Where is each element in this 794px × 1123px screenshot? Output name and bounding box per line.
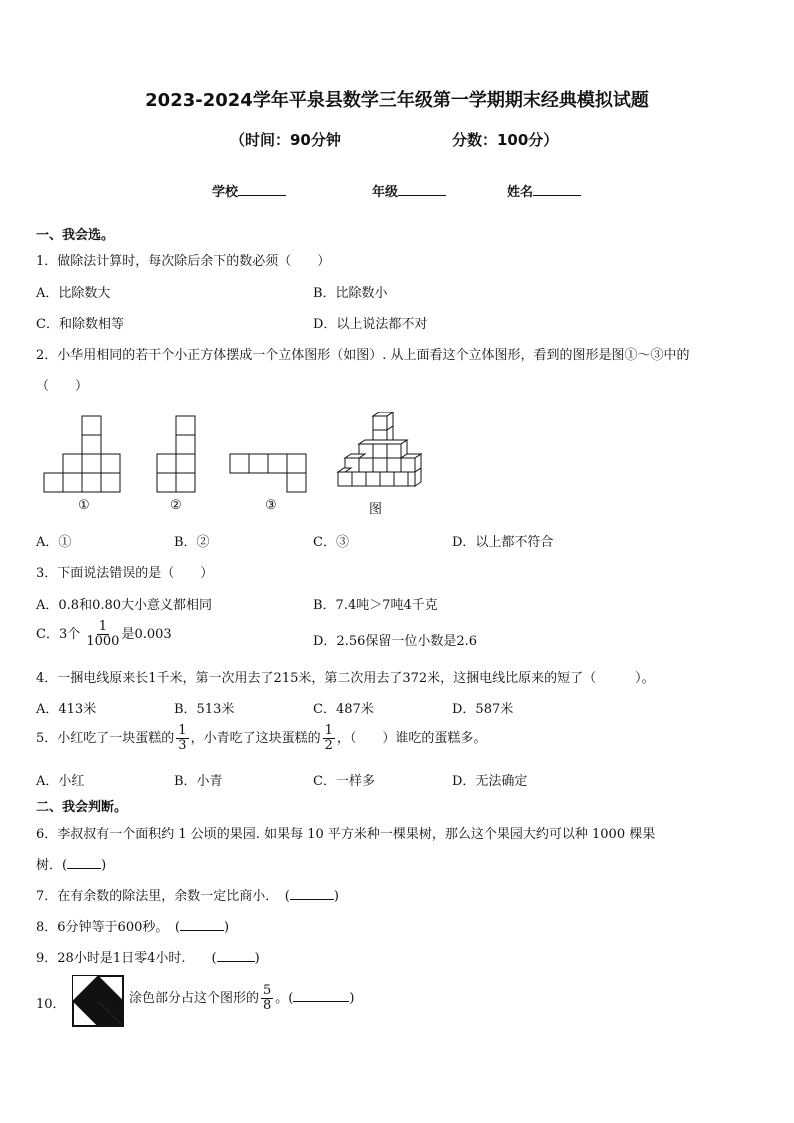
question-1: 1．做除法计算时，每次除后余下的数必须（ ） bbox=[36, 254, 331, 269]
q5-option-a[interactable]: A．小红 bbox=[36, 774, 85, 789]
q4-option-a[interactable]: A．413米 bbox=[36, 702, 97, 717]
q2-option-a[interactable]: A．① bbox=[36, 535, 72, 550]
fraction: $\frac{1}{3}$ bbox=[178, 723, 187, 753]
q5-option-d[interactable]: D．无法确定 bbox=[452, 774, 528, 789]
question-6: 6．李叔叔有一个面积约 1 公顷的果园. 如果每 10 平方米种一棵果树，那么这个果园大约可以种 1000 棵果 bbox=[36, 827, 656, 842]
figure-3-label: ③ bbox=[265, 498, 277, 513]
answer-blank[interactable] bbox=[180, 918, 224, 931]
q4-option-c[interactable]: C．487米 bbox=[313, 702, 374, 717]
section-heading-judge: 二、我会判断。 bbox=[36, 800, 128, 815]
question-5: 5．小红吃了一块蛋糕的 $\frac{1}{3}$ ，小青吃了这块蛋糕的 $\frac{1}{2}$ ，（ ）谁吃的蛋糕多。 bbox=[36, 723, 487, 753]
q5-option-c[interactable]: C．一样多 bbox=[313, 774, 375, 789]
answer-blank[interactable] bbox=[293, 989, 349, 1002]
q4-option-d[interactable]: D．587米 bbox=[452, 702, 514, 717]
section-heading-choice: 一、我会选。 bbox=[36, 228, 115, 243]
fraction: $\frac{1}{2}$ bbox=[324, 723, 333, 753]
figure-1 bbox=[44, 416, 120, 492]
question-10: 涂色部分占这个图形的 $\frac{5}{8}$ 。( ) bbox=[129, 983, 355, 1013]
figure-solid-label: 图 bbox=[369, 502, 383, 517]
school-blank[interactable] bbox=[238, 183, 286, 196]
q3-option-d[interactable]: D．2.56保留一位小数是2.6 bbox=[313, 634, 478, 649]
q1-option-d[interactable]: D．以上说法都不对 bbox=[313, 317, 428, 332]
q2-option-b[interactable]: B．② bbox=[174, 535, 210, 550]
page-title: 2023-2024学年平泉县数学三年级第一学期期末经典模拟试题 bbox=[145, 90, 649, 111]
school-field[interactable]: 学校 bbox=[212, 181, 286, 200]
shaded-square-figure bbox=[72, 975, 124, 1027]
exam-score: 分数：100分） bbox=[452, 131, 559, 149]
q2-option-d[interactable]: D．以上都不符合 bbox=[452, 535, 554, 550]
q3-option-c[interactable]: C．3个 $\frac{1}{1000}$ 是0.003 bbox=[36, 619, 172, 649]
name-blank[interactable] bbox=[533, 183, 581, 196]
question-3: 3．下面说法错误的是（ ） bbox=[36, 566, 214, 581]
q2-option-c[interactable]: C．③ bbox=[313, 535, 349, 550]
exam-time: （时间：90分钟 bbox=[230, 131, 341, 149]
figure-2 bbox=[157, 416, 195, 492]
figure-solid bbox=[338, 412, 421, 486]
name-field[interactable]: 姓名 bbox=[507, 181, 581, 200]
q1-option-c[interactable]: C．和除数相等 bbox=[36, 317, 124, 332]
grade-field[interactable]: 年级 bbox=[372, 181, 446, 200]
q1-option-a[interactable]: A．比除数大 bbox=[36, 286, 111, 301]
q3-option-b[interactable]: B．7.4吨＞7吨4千克 bbox=[313, 598, 438, 613]
question-6-line2: 树．( ) bbox=[36, 858, 107, 873]
question-2: 2．小华用相同的若干个小正方体摆成一个立体图形（如图）. 从上面看这个立体图形，看到的图形是图①～③中的 bbox=[36, 348, 690, 363]
answer-blank[interactable] bbox=[290, 887, 334, 900]
question-4: 4．一捆电线原来长1千米，第一次用去了215米，第二次用去了372米，这捆电线比原来的短了（ ）。 bbox=[36, 671, 655, 686]
q3-option-a[interactable]: A．0.8和0.80大小意义都相同 bbox=[36, 598, 213, 613]
fraction: $\frac{1}{1000}$ bbox=[86, 619, 120, 649]
fraction: $\frac{5}{8}$ bbox=[263, 983, 272, 1013]
question-2-paren: （ ） bbox=[36, 379, 89, 394]
question-10-number: 10． bbox=[36, 997, 66, 1012]
figure-2-label: ② bbox=[170, 498, 182, 513]
q5-option-b[interactable]: B．小青 bbox=[174, 774, 223, 789]
q4-option-b[interactable]: B．513米 bbox=[174, 702, 235, 717]
grade-blank[interactable] bbox=[398, 183, 446, 196]
figure-3 bbox=[230, 454, 306, 492]
answer-blank[interactable] bbox=[67, 856, 101, 869]
question-8: 8．6分钟等于600秒。 ( ) bbox=[36, 920, 230, 935]
answer-blank[interactable] bbox=[217, 949, 255, 962]
question-9: 9．28小时是1日零4小时. ( ) bbox=[36, 951, 260, 966]
q1-option-b[interactable]: B．比除数小 bbox=[313, 286, 388, 301]
figure-1-label: ① bbox=[78, 498, 90, 513]
question-7: 7．在有余数的除法里，余数一定比商小． ( ) bbox=[36, 889, 339, 904]
